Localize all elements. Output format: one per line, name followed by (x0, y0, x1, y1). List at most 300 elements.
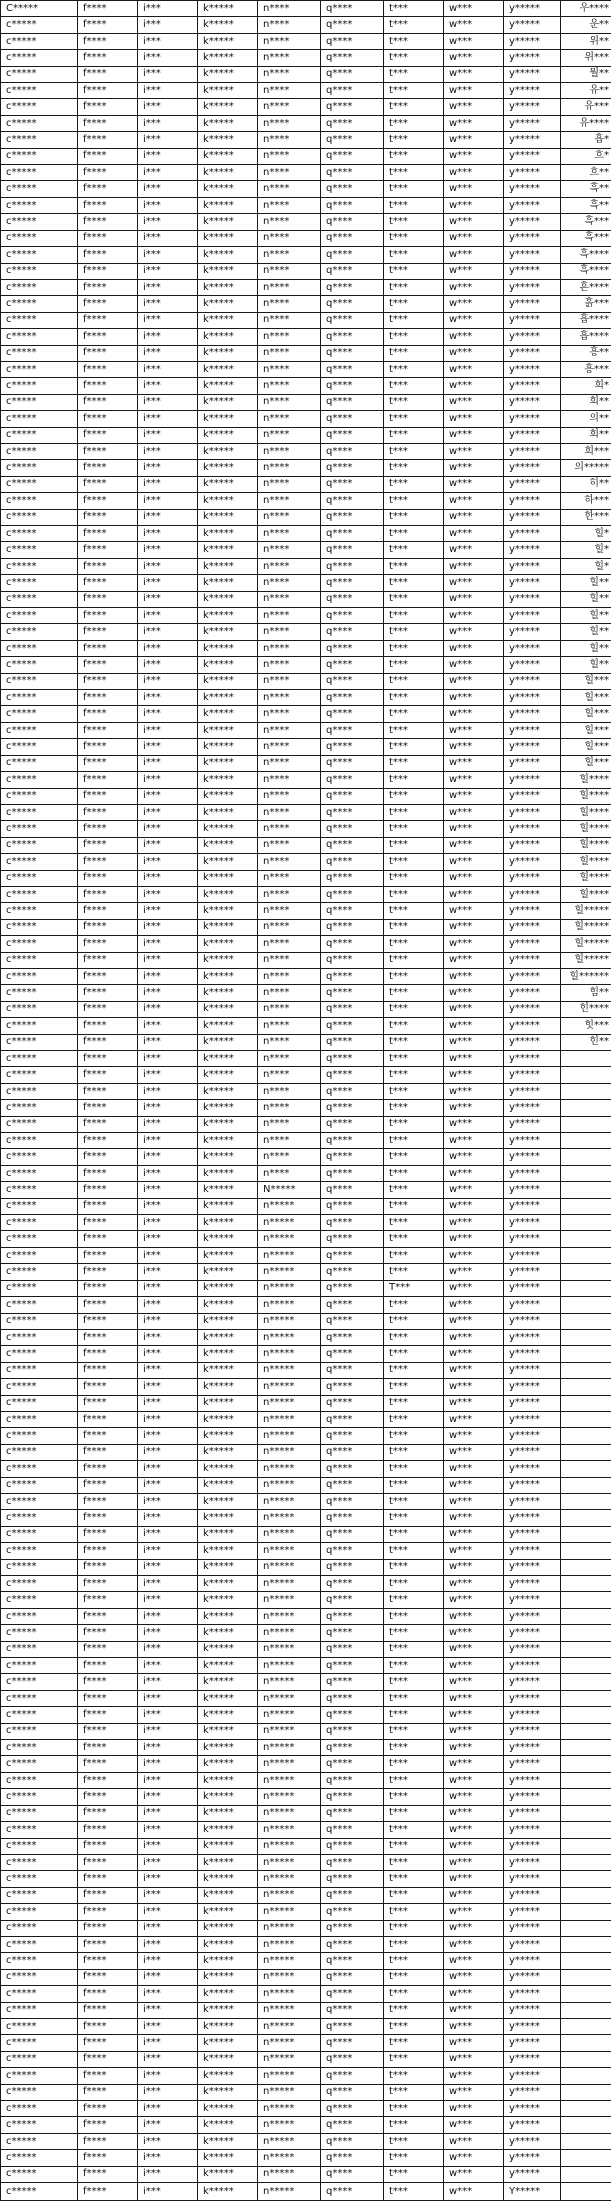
table-row (1, 1247, 611, 1263)
table-cell: k***** (198, 1822, 258, 1838)
table-cell: y***** (504, 214, 561, 230)
table-cell: f**** (78, 2133, 138, 2149)
table-cell: q**** (321, 755, 384, 771)
table-cell (561, 1871, 611, 1887)
table-cell: f**** (78, 1297, 138, 1313)
table-cell: w*** (444, 1772, 504, 1788)
table-cell: q**** (321, 1149, 384, 1165)
table-cell: n***** (258, 1723, 321, 1739)
table-cell: n***** (258, 1707, 321, 1723)
table-cell: k***** (198, 2166, 258, 2182)
table-cell: k***** (198, 279, 258, 295)
table-cell: t*** (384, 1936, 444, 1952)
table-cell: n**** (258, 657, 321, 673)
table-cell: y***** (504, 2051, 561, 2067)
table-cell: w*** (444, 886, 504, 902)
table-cell: 희** (561, 394, 611, 410)
table-cell (561, 1969, 611, 1985)
table-cell: i*** (138, 542, 198, 558)
table-cell: n**** (258, 1051, 321, 1067)
table-cell: t*** (384, 460, 444, 476)
table-cell: i*** (138, 903, 198, 919)
table-cell: k***** (198, 1116, 258, 1132)
table-cell: f**** (78, 1936, 138, 1952)
table-cell: k***** (198, 1231, 258, 1247)
table-cell: t*** (384, 1772, 444, 1788)
table-cell: q**** (321, 115, 384, 131)
table-cell: y***** (504, 1641, 561, 1657)
table-cell: k***** (198, 509, 258, 525)
table-cell: k***** (198, 1461, 258, 1477)
table-cell: c***** (1, 2183, 78, 2201)
table-cell: k***** (198, 1936, 258, 1952)
table-row (1, 1198, 611, 1214)
table-cell: w*** (444, 1198, 504, 1214)
table-cell: t*** (384, 1789, 444, 1805)
table-row (1, 755, 611, 771)
table-cell: w*** (444, 2084, 504, 2100)
table-cell: i*** (138, 657, 198, 673)
table-cell: q**** (321, 1395, 384, 1411)
table-cell: k***** (198, 591, 258, 607)
table-cell (561, 1904, 611, 1920)
table-cell: k***** (198, 575, 258, 591)
table-cell: q**** (321, 1001, 384, 1017)
table-cell: k***** (198, 2183, 258, 2201)
table-cell: w*** (444, 2035, 504, 2051)
table-cell: t*** (384, 1051, 444, 1067)
table-cell: y***** (504, 886, 561, 902)
table-cell: f**** (78, 1756, 138, 1772)
table-cell: w*** (444, 1822, 504, 1838)
table-cell: i*** (138, 1264, 198, 1280)
table-cell: n***** (258, 1920, 321, 1936)
table-row (1, 952, 611, 968)
table-cell: i*** (138, 345, 198, 361)
table-cell: f**** (78, 1215, 138, 1231)
table-cell: y***** (504, 230, 561, 246)
table-cell: n***** (258, 1329, 321, 1345)
table-cell: f**** (78, 821, 138, 837)
table-row (1, 968, 611, 984)
table-cell: q**** (321, 2068, 384, 2084)
table-cell: f**** (78, 575, 138, 591)
table-cell: i*** (138, 1904, 198, 1920)
table-cell: y***** (504, 1165, 561, 1181)
table-cell: f**** (78, 1674, 138, 1690)
table-cell: i*** (138, 329, 198, 345)
table-cell: y***** (504, 1149, 561, 1165)
table-cell: w*** (444, 755, 504, 771)
table-cell: f**** (78, 83, 138, 99)
table-row (1, 1444, 611, 1460)
table-cell: w*** (444, 591, 504, 607)
table-cell (561, 2150, 611, 2166)
table-row (1, 772, 611, 788)
table-cell: q**** (321, 624, 384, 640)
table-cell: w*** (444, 739, 504, 755)
table-cell: i*** (138, 591, 198, 607)
table-cell: y***** (504, 197, 561, 213)
table-cell: i*** (138, 1756, 198, 1772)
table-row (1, 608, 611, 624)
table-cell: c***** (1, 2035, 78, 2051)
table-cell: w*** (444, 1510, 504, 1526)
table-cell: y***** (504, 1690, 561, 1706)
table-cell: i*** (138, 2084, 198, 2100)
table-cell: w*** (444, 1477, 504, 1493)
table-cell: c***** (1, 755, 78, 771)
table-cell: n***** (258, 1280, 321, 1296)
table-cell: 힐**** (561, 772, 611, 788)
table-cell: n**** (258, 870, 321, 886)
table-row (1, 575, 611, 591)
table-cell: k***** (198, 1067, 258, 1083)
table-cell: t*** (384, 493, 444, 509)
table-cell: t*** (384, 427, 444, 443)
table-cell: c***** (1, 1231, 78, 1247)
table-cell: c***** (1, 296, 78, 312)
table-row (1, 985, 611, 1001)
table-cell: y***** (504, 854, 561, 870)
table-row (1, 394, 611, 410)
table-cell: y***** (504, 542, 561, 558)
table-cell: y***** (504, 1871, 561, 1887)
table-row (1, 1953, 611, 1969)
table-cell: q**** (321, 312, 384, 328)
table-cell: w*** (444, 640, 504, 656)
table-cell: 희* (561, 378, 611, 394)
table-row (1, 870, 611, 886)
table-cell: t*** (384, 640, 444, 656)
table-row (1, 476, 611, 492)
table-cell: f**** (78, 968, 138, 984)
table-cell: c***** (1, 443, 78, 459)
table-row (1, 690, 611, 706)
table-cell: q**** (321, 1444, 384, 1460)
table-cell: w*** (444, 509, 504, 525)
table-cell: q**** (321, 1133, 384, 1149)
table-cell: w*** (444, 854, 504, 870)
table-cell: i*** (138, 854, 198, 870)
table-cell: c***** (1, 2101, 78, 2117)
table-cell: y***** (504, 1395, 561, 1411)
table-cell: w*** (444, 197, 504, 213)
table-cell: c***** (1, 1477, 78, 1493)
table-cell: n**** (258, 361, 321, 377)
table-cell: Y***** (504, 2183, 561, 2201)
table-cell: c***** (1, 591, 78, 607)
table-cell: f**** (78, 1592, 138, 1608)
table-cell: n**** (258, 575, 321, 591)
table-cell: w*** (444, 2068, 504, 2084)
table-cell: q**** (321, 1280, 384, 1296)
table-cell: w*** (444, 985, 504, 1001)
table-cell: t*** (384, 1149, 444, 1165)
table-cell: f**** (78, 1526, 138, 1542)
table-cell: c***** (1, 1608, 78, 1624)
table-cell: c***** (1, 1920, 78, 1936)
table-cell: c***** (1, 1329, 78, 1345)
table-cell: i*** (138, 1723, 198, 1739)
table-cell: k***** (198, 1, 258, 17)
table-cell: k***** (198, 214, 258, 230)
table-cell: t*** (384, 1215, 444, 1231)
table-cell: q**** (321, 1362, 384, 1378)
table-cell: i*** (138, 1740, 198, 1756)
table-cell: t*** (384, 1707, 444, 1723)
table-cell (561, 1592, 611, 1608)
table-row (1, 788, 611, 804)
table-cell: n**** (258, 345, 321, 361)
table-cell: y***** (504, 443, 561, 459)
table-cell: k***** (198, 542, 258, 558)
table-cell: n***** (258, 1231, 321, 1247)
table-cell: y***** (504, 640, 561, 656)
table-cell: n***** (258, 1690, 321, 1706)
table-cell: n**** (258, 722, 321, 738)
table-cell: t*** (384, 558, 444, 574)
table-cell: n**** (258, 33, 321, 49)
table-cell: q**** (321, 296, 384, 312)
table-cell: f**** (78, 1379, 138, 1395)
table-cell: t*** (384, 886, 444, 902)
table-cell: c***** (1, 50, 78, 66)
table-cell: k***** (198, 1444, 258, 1460)
table-row (1, 312, 611, 328)
table-cell: k***** (198, 345, 258, 361)
table-cell: c***** (1, 821, 78, 837)
table-cell: k***** (198, 1051, 258, 1067)
table-cell: q**** (321, 1559, 384, 1575)
table-cell: n**** (258, 66, 321, 82)
table-cell: y***** (504, 558, 561, 574)
table-cell: t*** (384, 591, 444, 607)
table-cell: n**** (258, 936, 321, 952)
table-cell: k***** (198, 1510, 258, 1526)
table-row (1, 1707, 611, 1723)
table-cell: t*** (384, 2183, 444, 2201)
table-cell: w*** (444, 33, 504, 49)
table-row (1, 296, 611, 312)
table-cell: f**** (78, 148, 138, 164)
table-cell: q**** (321, 886, 384, 902)
table-cell: n**** (258, 509, 321, 525)
table-cell: k***** (198, 427, 258, 443)
table-cell: t*** (384, 296, 444, 312)
table-cell: k***** (198, 854, 258, 870)
table-row (1, 230, 611, 246)
table-cell: t*** (384, 575, 444, 591)
table-cell (561, 1428, 611, 1444)
table-cell: y***** (504, 312, 561, 328)
table-cell: i*** (138, 1953, 198, 1969)
table-cell: k***** (198, 2068, 258, 2084)
table-cell: c***** (1, 230, 78, 246)
table-cell: t*** (384, 509, 444, 525)
table-cell: w*** (444, 608, 504, 624)
table-cell: k***** (198, 608, 258, 624)
table-cell: t*** (384, 2117, 444, 2133)
table-cell: t*** (384, 1904, 444, 1920)
table-cell: w*** (444, 17, 504, 33)
table-cell: c***** (1, 33, 78, 49)
table-cell: c***** (1, 1740, 78, 1756)
table-cell: n***** (258, 2150, 321, 2166)
table-cell: t*** (384, 1133, 444, 1149)
table-row (1, 1559, 611, 1575)
table-cell: y***** (504, 2166, 561, 2182)
table-cell: y***** (504, 591, 561, 607)
table-cell: y***** (504, 83, 561, 99)
table-cell: k***** (198, 1362, 258, 1378)
table-row (1, 2150, 611, 2166)
table-cell: k***** (198, 1969, 258, 1985)
table-cell: c***** (1, 1083, 78, 1099)
table-cell: k***** (198, 968, 258, 984)
table-cell (561, 1247, 611, 1263)
table-cell: n***** (258, 1625, 321, 1641)
table-cell: c***** (1, 952, 78, 968)
table-cell: w*** (444, 99, 504, 115)
table-cell: w*** (444, 1592, 504, 1608)
table-cell: i*** (138, 1, 198, 17)
table-cell (561, 1805, 611, 1821)
table-cell: f**** (78, 1264, 138, 1280)
table-cell: i*** (138, 2068, 198, 2084)
table-cell: w*** (444, 558, 504, 574)
table-cell: i*** (138, 83, 198, 99)
table-row (1, 1346, 611, 1362)
table-cell: i*** (138, 1510, 198, 1526)
table-cell: y***** (504, 1493, 561, 1509)
table-cell: n***** (258, 1904, 321, 1920)
table-cell: f**** (78, 1411, 138, 1427)
table-cell: k***** (198, 1674, 258, 1690)
table-row (1, 165, 611, 181)
table-cell: w*** (444, 1346, 504, 1362)
table-cell: c***** (1, 1887, 78, 1903)
table-cell: k***** (198, 148, 258, 164)
table-cell: q**** (321, 427, 384, 443)
table-cell: q**** (321, 2150, 384, 2166)
table-cell: i*** (138, 1920, 198, 1936)
table-cell: i*** (138, 722, 198, 738)
table-cell: n***** (258, 1789, 321, 1805)
table-cell: f**** (78, 1100, 138, 1116)
table-cell: 힌** (561, 1034, 611, 1050)
table-cell: q**** (321, 1707, 384, 1723)
table-cell: t*** (384, 1805, 444, 1821)
table-cell: w*** (444, 443, 504, 459)
table-cell: t*** (384, 2133, 444, 2149)
table-cell: t*** (384, 870, 444, 886)
table-cell: q**** (321, 1625, 384, 1641)
table-cell: f**** (78, 788, 138, 804)
table-cell: n**** (258, 837, 321, 853)
table-cell: c***** (1, 903, 78, 919)
table-cell: 힐**** (561, 821, 611, 837)
table-cell: n**** (258, 148, 321, 164)
table-cell: c***** (1, 1936, 78, 1952)
table-cell: t*** (384, 2035, 444, 2051)
table-cell: q**** (321, 2002, 384, 2018)
table-cell: k***** (198, 1395, 258, 1411)
table-cell: y***** (504, 66, 561, 82)
table-cell: w*** (444, 1362, 504, 1378)
table-cell: t*** (384, 1838, 444, 1854)
table-cell: q**** (321, 165, 384, 181)
table-cell: k***** (198, 312, 258, 328)
table-cell: c***** (1, 1215, 78, 1231)
table-cell: f**** (78, 837, 138, 853)
table-cell: y***** (504, 99, 561, 115)
table-row (1, 526, 611, 542)
table-cell: 운** (561, 17, 611, 33)
table-cell: f**** (78, 608, 138, 624)
table-cell: k***** (198, 722, 258, 738)
table-cell: n***** (258, 1362, 321, 1378)
table-cell: c***** (1, 411, 78, 427)
table-cell: y***** (504, 279, 561, 295)
table-cell: q**** (321, 411, 384, 427)
table-row (1, 1772, 611, 1788)
table-cell: n**** (258, 755, 321, 771)
table-cell: w*** (444, 2101, 504, 2117)
table-cell: n**** (258, 640, 321, 656)
table-cell: i*** (138, 312, 198, 328)
table-cell: k***** (198, 197, 258, 213)
table-cell: w*** (444, 526, 504, 542)
table-cell: f**** (78, 640, 138, 656)
table-cell: n**** (258, 919, 321, 935)
table-cell: y***** (504, 427, 561, 443)
table-cell: k***** (198, 624, 258, 640)
table-cell: w*** (444, 1641, 504, 1657)
table-cell: n***** (258, 1854, 321, 1870)
table-cell: 힐**** (561, 804, 611, 820)
table-cell: q**** (321, 1543, 384, 1559)
table-cell: q**** (321, 722, 384, 738)
table-cell: w*** (444, 1182, 504, 1198)
table-cell: q**** (321, 804, 384, 820)
table-cell: k***** (198, 230, 258, 246)
table-cell: w*** (444, 1986, 504, 2002)
table-cell: w*** (444, 821, 504, 837)
table-cell: f**** (78, 591, 138, 607)
table-cell: c***** (1, 1674, 78, 1690)
table-cell: q**** (321, 1969, 384, 1985)
table-cell: f**** (78, 1444, 138, 1460)
table-cell: k***** (198, 526, 258, 542)
table-cell: n**** (258, 181, 321, 197)
table-cell: t*** (384, 919, 444, 935)
table-row (1, 33, 611, 49)
table-cell: y***** (504, 329, 561, 345)
table-cell: 하*** (561, 493, 611, 509)
table-cell: i*** (138, 1641, 198, 1657)
table-cell: w*** (444, 903, 504, 919)
table-cell: y***** (504, 1625, 561, 1641)
table-cell: w*** (444, 148, 504, 164)
table-cell: k***** (198, 99, 258, 115)
table-cell: y***** (504, 690, 561, 706)
table-cell: y***** (504, 1822, 561, 1838)
table-row (1, 706, 611, 722)
table-cell: c***** (1, 1297, 78, 1313)
table-cell: i*** (138, 1559, 198, 1575)
table-cell: q**** (321, 148, 384, 164)
